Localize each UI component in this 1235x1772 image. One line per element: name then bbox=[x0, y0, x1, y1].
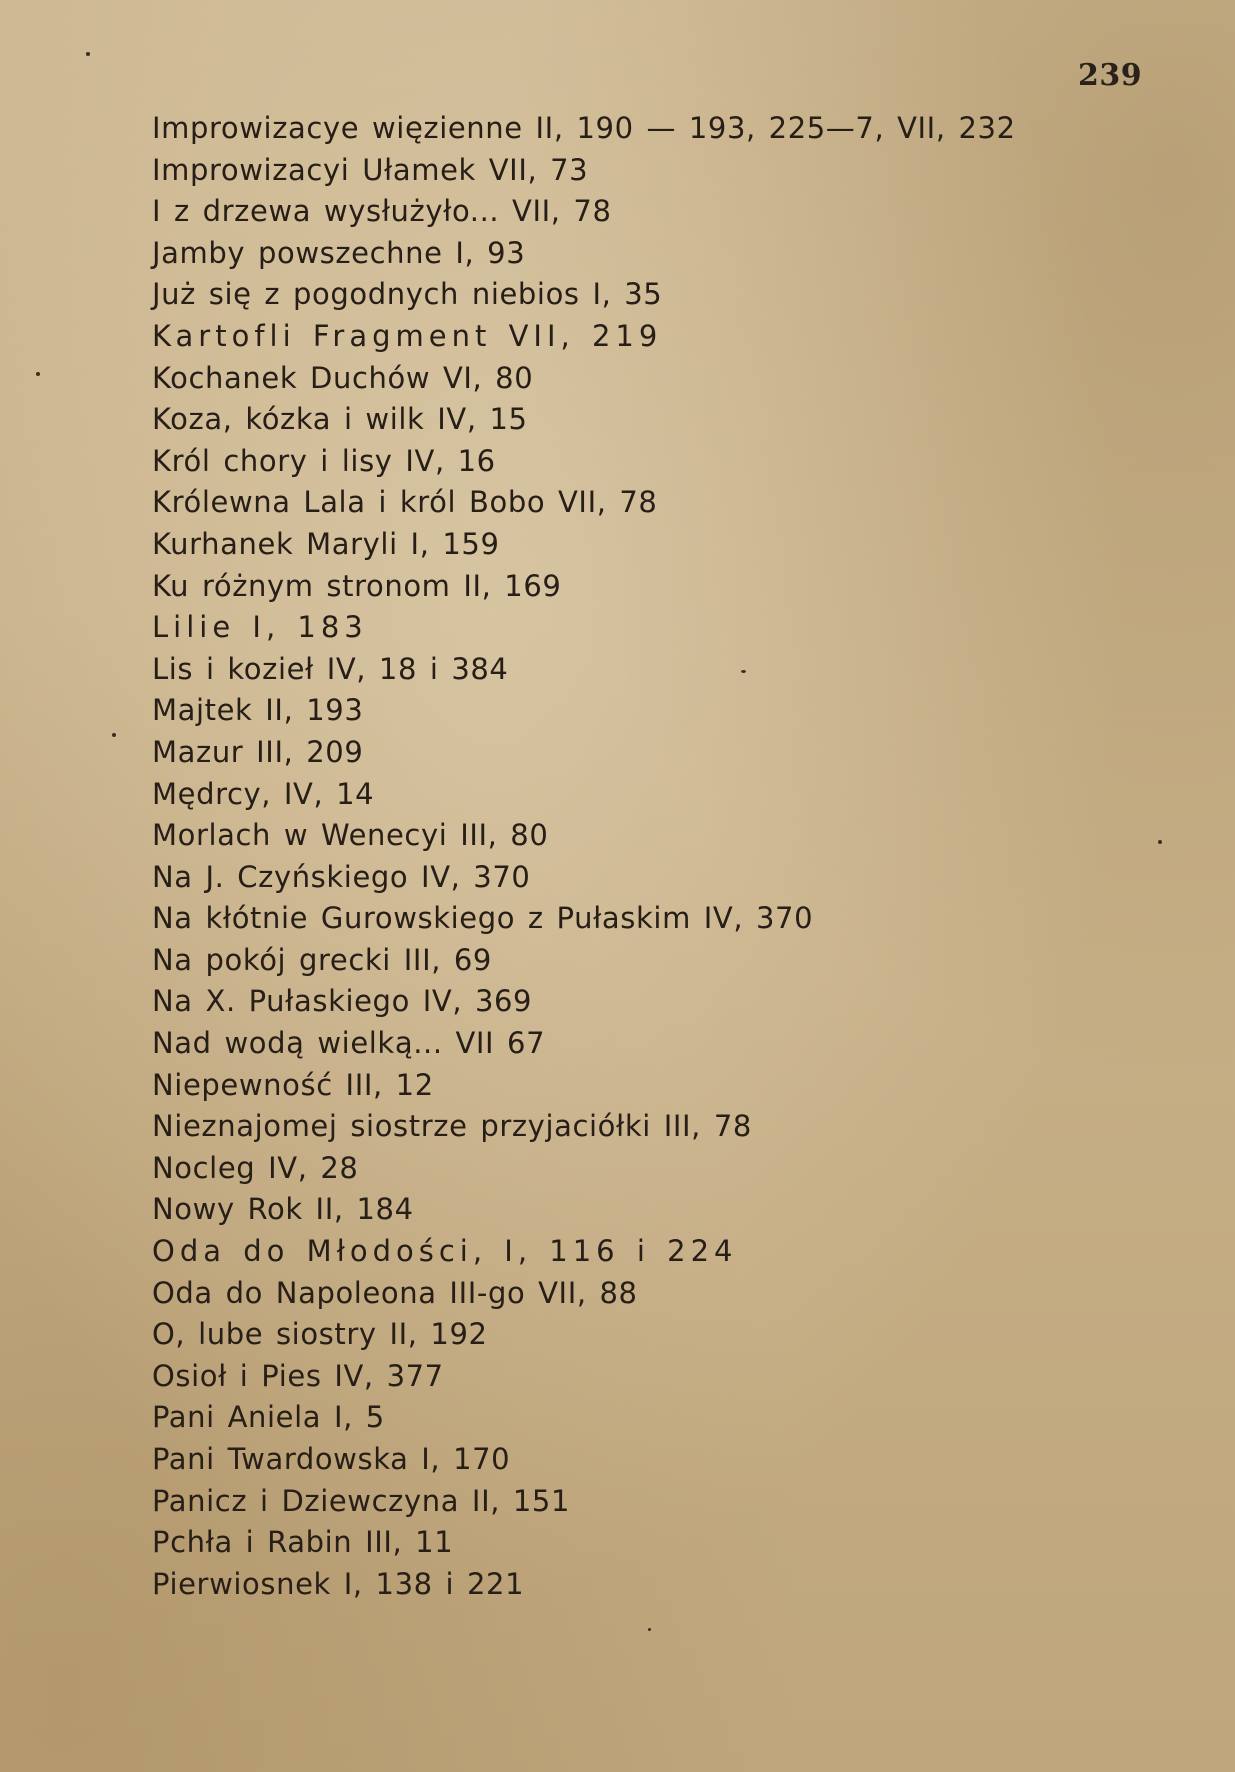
index-list bbox=[152, 108, 1132, 1605]
index-entry: Oda do Młodości, I, 116 i 224 bbox=[152, 1234, 738, 1269]
ink-speck bbox=[1158, 840, 1162, 844]
index-entry: Nieznajomej siostrze przyjaciółki III, 78 bbox=[152, 1109, 752, 1144]
index-entry: Mazur III, 209 bbox=[152, 734, 364, 769]
ink-speck bbox=[112, 733, 116, 737]
index-entry: Pani Twardowska I, 170 bbox=[152, 1442, 511, 1476]
index-entry: Na J. Czyńskiego IV, 370 bbox=[152, 859, 531, 894]
index-entry: Król chory i lisy IV, 16 bbox=[152, 443, 496, 478]
index-entry: Na pokój grecki III, 69 bbox=[152, 942, 492, 977]
index-entry: Panicz i Dziewczyna II, 151 bbox=[152, 1483, 571, 1518]
index-entry: Nowy Rok II, 184 bbox=[152, 1192, 414, 1227]
ink-speck bbox=[86, 52, 90, 56]
index-entry: Już się z pogodnych niebios I, 35 bbox=[152, 277, 663, 312]
index-entry: Nad wodą wielką... VII 67 bbox=[152, 1026, 546, 1061]
index-entry: Na X. Pułaskiego IV, 369 bbox=[152, 984, 533, 1019]
index-entry: Kurhanek Maryli I, 159 bbox=[152, 526, 500, 561]
index-entry: O, lube siostry II, 192 bbox=[152, 1317, 488, 1352]
index-entry: Morlach w Wenecyi III, 80 bbox=[152, 818, 549, 853]
index-entry: Niepewność III, 12 bbox=[152, 1067, 434, 1102]
index-entry: Pchła i Rabin III, 11 bbox=[152, 1525, 454, 1560]
index-entry: Kartofli Fragment VII, 219 bbox=[152, 318, 663, 353]
index-entry: Na kłótnie Gurowskiego z Pułaskim IV, 370 bbox=[152, 901, 814, 936]
index-entry: Majtek II, 193 bbox=[152, 693, 364, 728]
index-entry: Osioł i Pies IV, 377 bbox=[152, 1358, 444, 1393]
index-entry: Ku różnym stronom II, 169 bbox=[152, 568, 562, 603]
index-entry: Pani Aniela I, 5 bbox=[152, 1400, 385, 1435]
index-entry: Lis i kozieł IV, 18 i 384 bbox=[152, 651, 509, 686]
index-entry: Oda do Napoleona III-go VII, 88 bbox=[152, 1275, 638, 1310]
index-entry: Improwizacyi Ułamek VII, 73 bbox=[152, 152, 589, 187]
page-number: 239 bbox=[1078, 58, 1143, 93]
index-entry: Nocleg IV, 28 bbox=[152, 1150, 359, 1185]
index-entry: Królewna Lala i król Bobo VII, 78 bbox=[152, 485, 658, 520]
index-entry: Lilie I, 183 bbox=[152, 610, 368, 645]
index-entry: Mędrcy, IV, 14 bbox=[152, 776, 375, 811]
index-entry: Jamby powszechne I, 93 bbox=[152, 235, 526, 270]
ink-speck bbox=[648, 1628, 651, 1631]
index-entry: Improwizacye więzienne II, 190 — 193, 225—7, VII, 232 bbox=[152, 111, 1016, 145]
ink-speck bbox=[36, 372, 40, 376]
index-entry: Koza, kózka i wilk IV, 15 bbox=[152, 402, 528, 437]
index-entry: I z drzewa wysłużyło... VII, 78 bbox=[152, 194, 612, 229]
index-entry: Kochanek Duchów VI, 80 bbox=[152, 360, 534, 395]
index-entry: Pierwiosnek I, 138 i 221 bbox=[152, 1566, 525, 1601]
